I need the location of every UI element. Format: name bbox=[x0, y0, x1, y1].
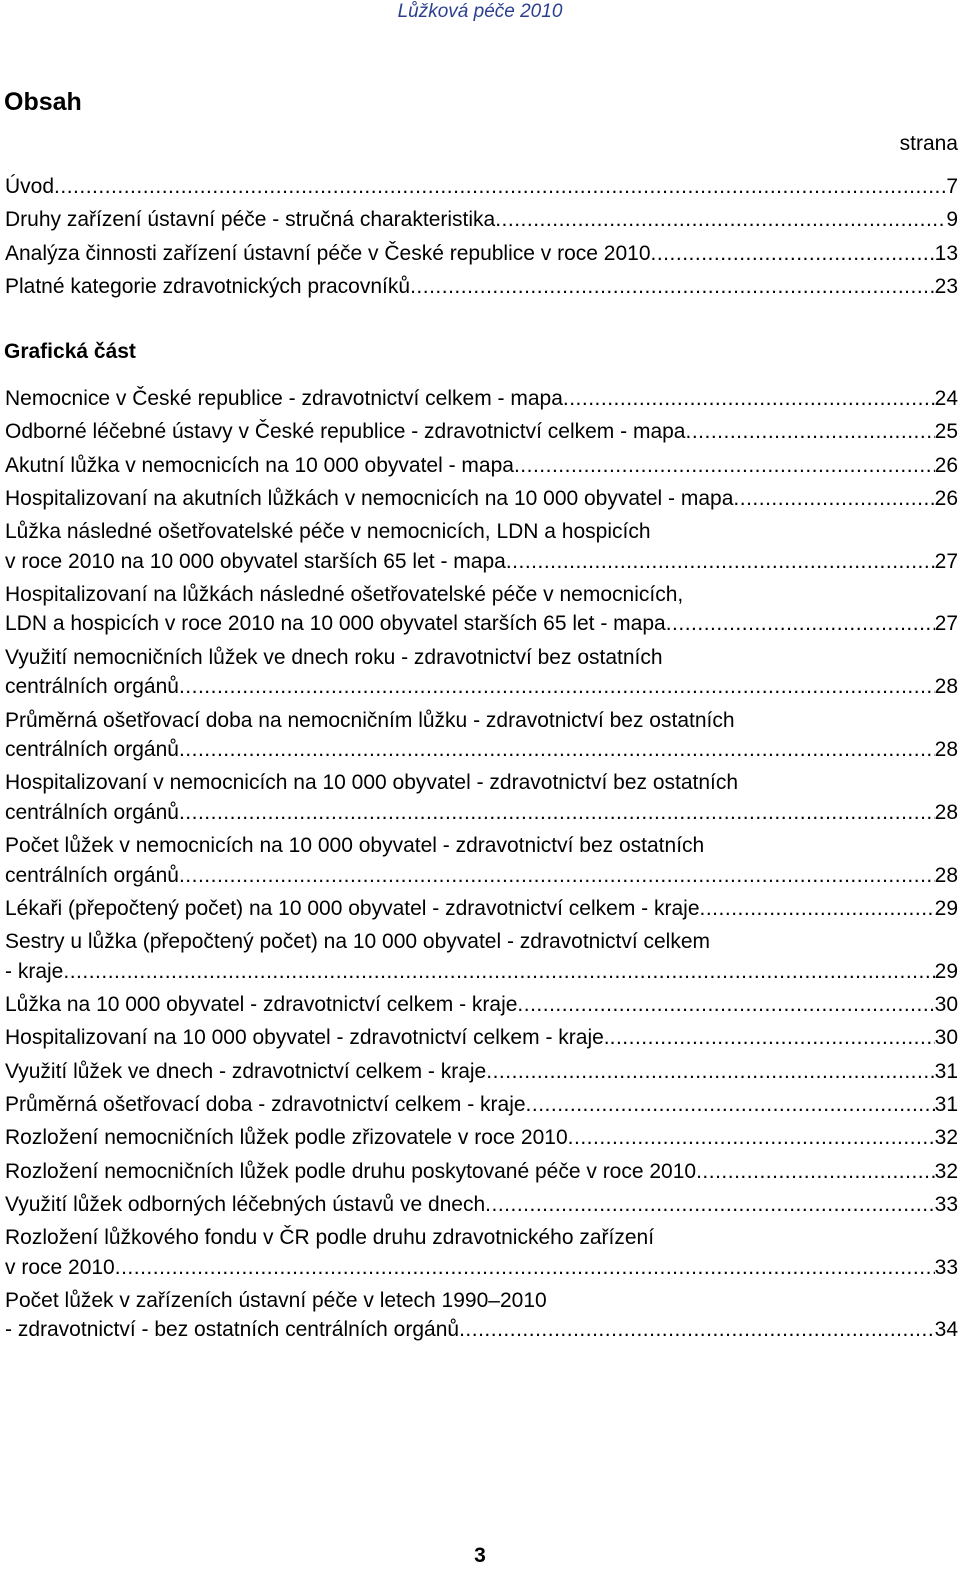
toc-entry-text-line: Sestry u lůžka (přepočtený počet) na 10 000 obyvatel - zdravotnictví celkem bbox=[5, 930, 711, 954]
toc-entry-last-line bbox=[5, 1090, 958, 1120]
toc-entry-page: 28 bbox=[934, 675, 958, 699]
dot-leader bbox=[568, 1123, 935, 1153]
toc-entry-text-line: Průměrná ošetřovací doba na nemocničním lůžku - zdravotnictví bez ostatních bbox=[5, 708, 735, 732]
toc-entry[interactable] bbox=[0, 1057, 960, 1087]
dot-leader bbox=[610, 1023, 935, 1053]
toc-entry-page: 29 bbox=[934, 959, 958, 983]
toc-entry-page: 26 bbox=[934, 453, 958, 477]
toc-entry-last-line bbox=[5, 798, 958, 828]
toc-entry-last-line bbox=[5, 384, 958, 414]
dot-leader bbox=[459, 1315, 935, 1345]
toc-entry[interactable] bbox=[0, 417, 960, 447]
toc-entry-last-line bbox=[5, 451, 958, 481]
toc-entry-page: 28 bbox=[934, 800, 958, 824]
running-header: Lůžková péče 2010 bbox=[397, 1, 563, 22]
toc-entry[interactable] bbox=[0, 580, 960, 639]
dot-leader bbox=[179, 861, 935, 891]
dot-leader bbox=[733, 484, 934, 514]
toc-entry[interactable] bbox=[0, 451, 960, 481]
toc-entry-text: Druhy zařízení ústavní péče - stručná charakteristika bbox=[5, 208, 496, 232]
toc-entry-page: 13 bbox=[934, 241, 958, 265]
toc-entry-text: Úvod bbox=[5, 175, 55, 198]
toc-entry-text: centrálních orgánů bbox=[5, 800, 179, 824]
toc-entry-text: Platné kategorie zdravotnických pracovníků bbox=[5, 274, 411, 298]
toc-entry-text: Hospitalizovaní na akutních lůžkách v nemocnicích na 10 000 obyvatel - mapa bbox=[5, 486, 734, 510]
toc-entry[interactable] bbox=[0, 1223, 960, 1282]
toc-entry-last-line bbox=[5, 990, 958, 1020]
toc-title: Obsah bbox=[4, 88, 82, 116]
dot-leader bbox=[495, 205, 946, 235]
toc-entry[interactable] bbox=[0, 205, 960, 235]
toc-entry-page: 32 bbox=[934, 1159, 958, 1183]
dot-leader bbox=[651, 239, 935, 269]
toc-entry-page: 26 bbox=[934, 486, 958, 510]
toc-entry-last-line bbox=[5, 1123, 958, 1153]
toc-entry-text: v roce 2010 na 10 000 obyvatel starších 65 let - mapa bbox=[5, 549, 506, 573]
toc-entry-text: Nemocnice v České republice - zdravotnictví celkem - mapa bbox=[5, 387, 563, 410]
toc-entry-page: 7 bbox=[946, 175, 958, 198]
toc-entry[interactable] bbox=[0, 768, 960, 827]
dot-leader bbox=[486, 1057, 934, 1087]
toc-entry-page: 31 bbox=[934, 1059, 958, 1083]
dot-leader bbox=[517, 990, 934, 1020]
toc-entry[interactable] bbox=[0, 172, 960, 202]
toc-entry[interactable] bbox=[0, 643, 960, 702]
toc-entry-text-line: Využití nemocničních lůžek ve dnech roku - zdravotnictví bez ostatních bbox=[5, 645, 663, 669]
toc-entry[interactable] bbox=[0, 384, 960, 414]
toc-entry-text: Akutní lůžka v nemocnicích na 10 000 obyvatel - mapa bbox=[5, 453, 514, 477]
toc-entry-last-line bbox=[5, 1023, 958, 1053]
toc-entry-text-line: Hospitalizovaní v nemocnicích na 10 000 obyvatel - zdravotnictví bez ostatních bbox=[5, 771, 739, 795]
toc-entry-last-line bbox=[5, 239, 958, 269]
toc-entry-text-line: Rozložení lůžkového fondu v ČR podle druhu zdravotnického zařízení bbox=[5, 1226, 655, 1250]
toc-entry-last-line bbox=[5, 1315, 958, 1345]
toc-entry-page: 33 bbox=[934, 1255, 958, 1279]
toc-entry-last-line bbox=[5, 1253, 958, 1283]
toc-entry-last-line bbox=[5, 1190, 958, 1220]
toc-entry-last-line bbox=[5, 172, 958, 202]
toc-entry-last-line bbox=[5, 417, 958, 447]
toc-entry-text: Lékaři (přepočtený počet) na 10 000 obyvatel - zdravotnictví celkem - kraje bbox=[5, 896, 700, 920]
toc-entry-page: 25 bbox=[934, 420, 958, 444]
toc-entry[interactable] bbox=[0, 1286, 960, 1345]
dot-leader bbox=[485, 1190, 934, 1220]
toc-entry-page: 28 bbox=[934, 738, 958, 762]
toc-entry-last-line bbox=[5, 272, 958, 302]
toc-entry-text-line: Lůžka následné ošetřovatelské péče v nemocnicích, LDN a hospicích bbox=[5, 520, 651, 544]
dot-leader bbox=[666, 609, 935, 639]
dot-leader bbox=[63, 957, 934, 987]
toc-entry-text: Hospitalizovaní na 10 000 obyvatel - zdravotnictví celkem - kraje. bbox=[5, 1026, 610, 1050]
toc-intro-section bbox=[0, 172, 960, 305]
toc-entry-text-line: Počet lůžek v nemocnicích na 10 000 obyvatel - zdravotnictví bez ostatních bbox=[5, 834, 705, 858]
toc-entry-last-line bbox=[5, 957, 958, 987]
toc-entry[interactable] bbox=[0, 484, 960, 514]
dot-leader bbox=[506, 547, 935, 577]
toc-entry-last-line bbox=[5, 205, 958, 235]
dot-leader bbox=[410, 272, 935, 302]
toc-entry-text: Odborné léčebné ústavy v České republice - zdravotnictví celkem - mapa bbox=[5, 420, 686, 444]
toc-entry-text: centrálních orgánů bbox=[5, 863, 179, 887]
toc-entry[interactable] bbox=[0, 239, 960, 269]
toc-entry[interactable] bbox=[0, 1157, 960, 1187]
toc-entry-last-line bbox=[5, 894, 958, 924]
toc-entry-text: centrálních orgánů bbox=[5, 738, 179, 762]
dot-leader bbox=[514, 451, 935, 481]
dot-leader bbox=[685, 417, 934, 447]
dot-leader bbox=[115, 1253, 935, 1283]
toc-graphic-list bbox=[0, 384, 960, 1345]
toc-entry[interactable] bbox=[0, 272, 960, 302]
toc-entry-page: 28 bbox=[934, 863, 958, 887]
toc-graphic-section bbox=[0, 330, 960, 1349]
toc-entry-text: - kraje bbox=[5, 959, 64, 983]
toc-entry-text: Rozložení nemocničních lůžek podle zřizovatele v roce 2010 bbox=[5, 1126, 568, 1150]
section-heading: Grafická část bbox=[4, 340, 136, 363]
toc-entry-text: Lůžka na 10 000 obyvatel - zdravotnictví celkem - kraje bbox=[5, 993, 518, 1017]
toc-entry-page: 27 bbox=[934, 549, 958, 573]
toc-entry[interactable] bbox=[0, 1090, 960, 1120]
toc-entry-text: v roce 2010 bbox=[5, 1255, 115, 1279]
toc-entry-text: Analýza činnosti zařízení ústavní péče v České republice v roce 2010 bbox=[5, 241, 651, 265]
toc-entry[interactable] bbox=[0, 517, 960, 576]
toc-entry-page: 23 bbox=[934, 274, 958, 298]
toc-entry-text: Rozložení nemocničních lůžek podle druhu poskytované péče v roce 2010 bbox=[5, 1159, 697, 1183]
toc-entry-text: centrálních orgánů bbox=[5, 675, 179, 699]
toc-entry-last-line bbox=[5, 672, 958, 702]
toc-entry-page: 29 bbox=[934, 896, 958, 920]
dot-leader bbox=[54, 172, 946, 202]
dot-leader bbox=[563, 384, 935, 414]
dot-leader bbox=[179, 798, 935, 828]
dot-leader bbox=[700, 894, 935, 924]
toc-entry-page: 9 bbox=[946, 208, 958, 232]
toc-entry-text: Průměrná ošetřovací doba - zdravotnictví celkem - kraje bbox=[5, 1092, 526, 1116]
toc-entry-text-line: Počet lůžek v zařízeních ústavní péče v letech 1990–2010 bbox=[5, 1288, 547, 1312]
toc-entry-text: - zdravotnictví - bez ostatních centrálních orgánů bbox=[5, 1318, 460, 1342]
dot-leader bbox=[179, 672, 935, 702]
toc-entry-last-line bbox=[5, 1157, 958, 1187]
toc-entry-last-line bbox=[5, 1057, 958, 1087]
toc-entry-page: 24 bbox=[934, 387, 958, 410]
toc-entry-last-line bbox=[5, 735, 958, 765]
toc-entry-text: LDN a hospicích v roce 2010 na 10 000 obyvatel starších 65 let - mapa bbox=[5, 612, 666, 636]
toc-entry[interactable] bbox=[0, 894, 960, 924]
toc-entry-last-line bbox=[5, 609, 958, 639]
page-number: 3 bbox=[474, 1544, 486, 1567]
toc-entry[interactable] bbox=[0, 1023, 960, 1053]
toc-entry-last-line bbox=[5, 861, 958, 891]
dot-leader bbox=[179, 735, 935, 765]
toc-entry-last-line bbox=[5, 484, 958, 514]
toc-entry-text: Využití lůžek odborných léčebných ústavů ve dnech bbox=[5, 1192, 486, 1216]
toc-entry-page: 33 bbox=[934, 1192, 958, 1216]
dot-leader bbox=[526, 1090, 935, 1120]
toc-entry-text-line: Hospitalizovaní na lůžkách následné ošetřovatelské péče v nemocnicích, bbox=[5, 582, 684, 606]
toc-entry-page: 27 bbox=[934, 612, 958, 636]
toc-entry-page: 31 bbox=[934, 1092, 958, 1116]
toc-entry[interactable] bbox=[0, 927, 960, 986]
dot-leader bbox=[696, 1157, 935, 1187]
toc-entry[interactable] bbox=[0, 706, 960, 765]
toc-entry-page: 30 bbox=[934, 1026, 958, 1050]
toc-entry[interactable] bbox=[0, 990, 960, 1020]
toc-entry-text: Využití lůžek ve dnech - zdravotnictví celkem - kraje bbox=[5, 1059, 487, 1083]
page-column-label: strana bbox=[899, 132, 958, 155]
toc-entry[interactable] bbox=[0, 831, 960, 890]
toc-entry-page: 30 bbox=[934, 993, 958, 1017]
toc-entry[interactable] bbox=[0, 1123, 960, 1153]
toc-entry-last-line bbox=[5, 547, 958, 577]
toc-entry-page: 32 bbox=[934, 1126, 958, 1150]
toc-entry-page: 34 bbox=[934, 1318, 958, 1342]
toc-entry[interactable] bbox=[0, 1190, 960, 1220]
